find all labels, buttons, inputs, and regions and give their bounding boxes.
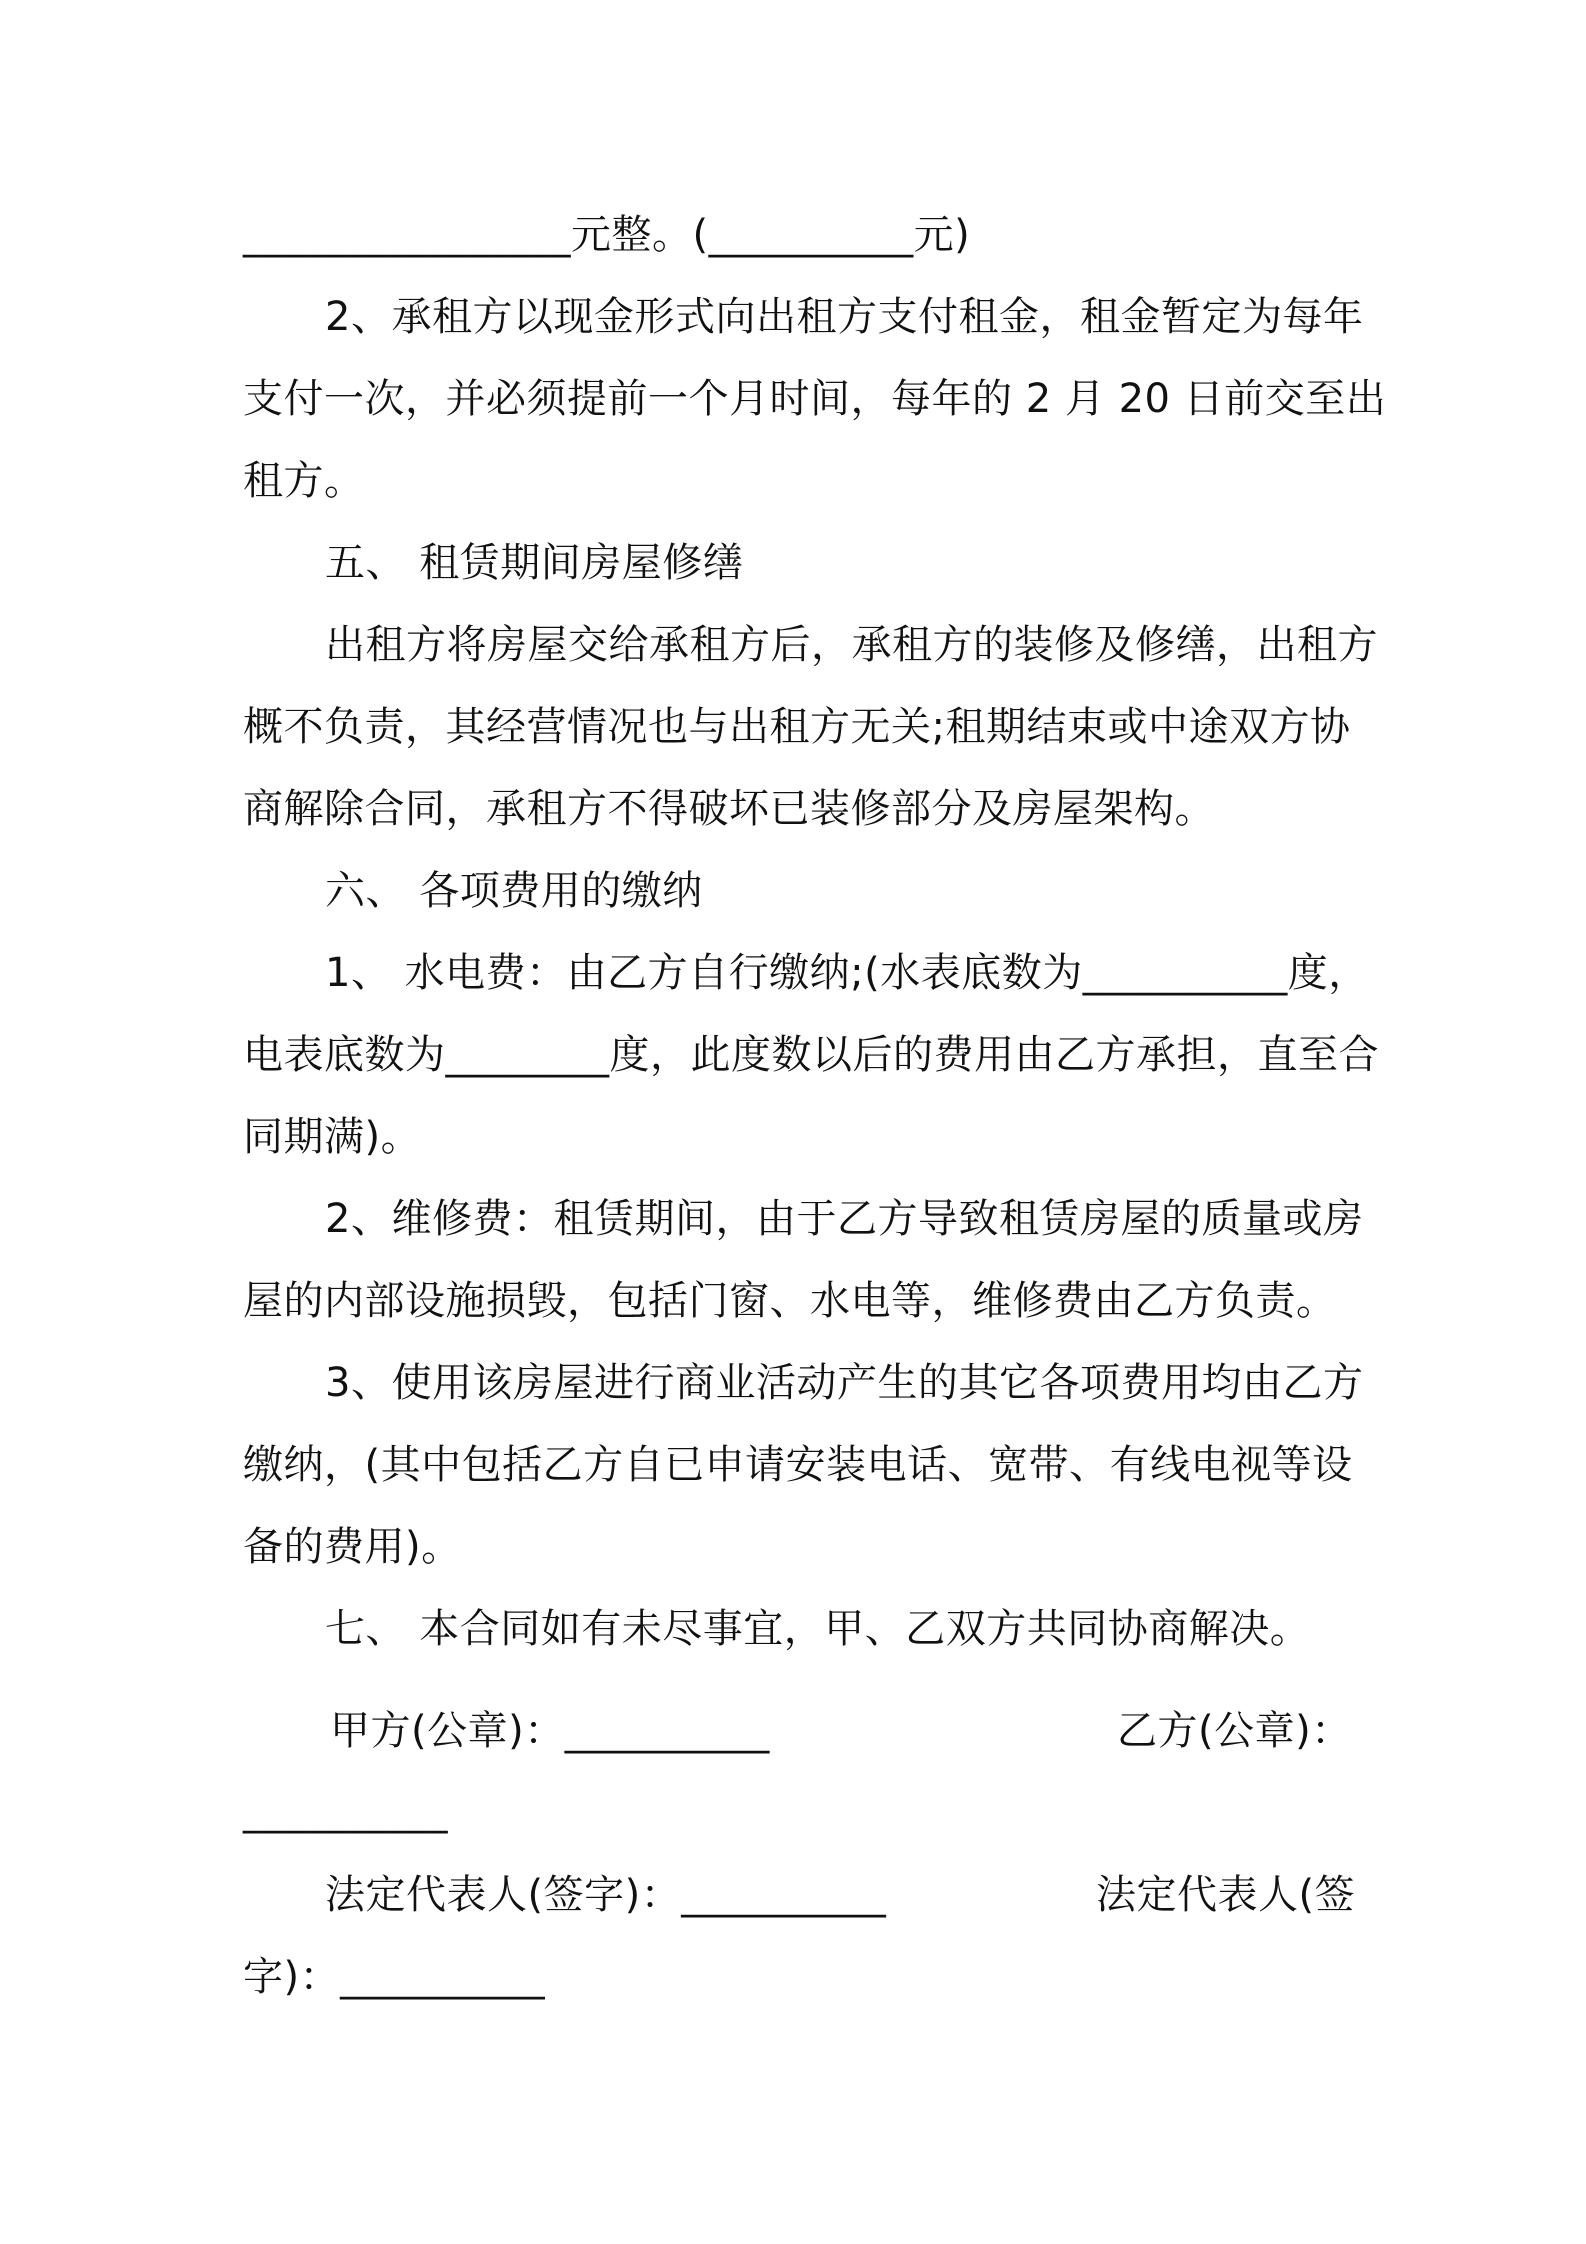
other-fees-line-2: 缴纳，(其中包括乙方自已申请安装电话、宽带、有线电视等设 (243, 1442, 1353, 1488)
payment-clause-line-3: 租方。 (243, 458, 365, 504)
repair-clause-line-2: 概不负责，其经营情况也与出租方无关;租期结束或中途双方协 (243, 704, 1351, 750)
rent-amount-line: ________________元整。(__________元) (243, 212, 971, 258)
payment-clause-line-2: 支付一次，并必须提前一个月时间，每年的 2 月 20 日前交至出 (243, 376, 1387, 422)
payment-clause-line-1: 2、承租方以现金形式向出租方支付租金，租金暂定为每年 (325, 294, 1364, 340)
party-b-seal-blank: __________ (243, 1788, 448, 1834)
repair-clause-line-3: 商解除合同，承租方不得破坏已装修部分及房屋架构。 (243, 786, 1215, 832)
party-b-representative-cont: 字)：__________ (243, 1954, 546, 2000)
section-seven-line: 七、 本合同如有未尽事宜，甲、乙双方共同协商解决。 (325, 1606, 1311, 1652)
party-b-representative: 法定代表人(签 (1096, 1872, 1356, 1918)
other-fees-line-3: 备的费用)。 (243, 1524, 462, 1570)
other-fees-line-1: 3、使用该房屋进行商业活动产生的其它各项费用均由乙方 (325, 1360, 1364, 1406)
section-six-heading: 六、 各项费用的缴纳 (325, 868, 703, 914)
party-b-seal: 乙方(公章)： (1117, 1708, 1352, 1754)
repair-clause-line-1: 出租方将房屋交给承租方后，承租方的装修及修缮，出租方 (325, 622, 1378, 668)
utility-fee-line-2: 电表底数为________度，此度数以后的费用由乙方承担，直至合 (243, 1032, 1379, 1078)
maintenance-fee-line-2: 屋的内部设施损毁，包括门窗、水电等，维修费由乙方负责。 (243, 1278, 1337, 1324)
section-five-heading: 五、 租赁期间房屋修缮 (325, 540, 744, 586)
utility-fee-line-1: 1、 水电费：由乙方自行缴纳;(水表底数为__________度， (325, 950, 1369, 996)
party-a-seal: 甲方(公章)：__________ (330, 1708, 770, 1754)
party-a-representative: 法定代表人(签字)：__________ (325, 1872, 887, 1918)
maintenance-fee-line-1: 2、维修费：租赁期间，由于乙方导致租赁房屋的质量或房 (325, 1196, 1364, 1242)
utility-fee-line-3: 同期满)。 (243, 1114, 422, 1160)
